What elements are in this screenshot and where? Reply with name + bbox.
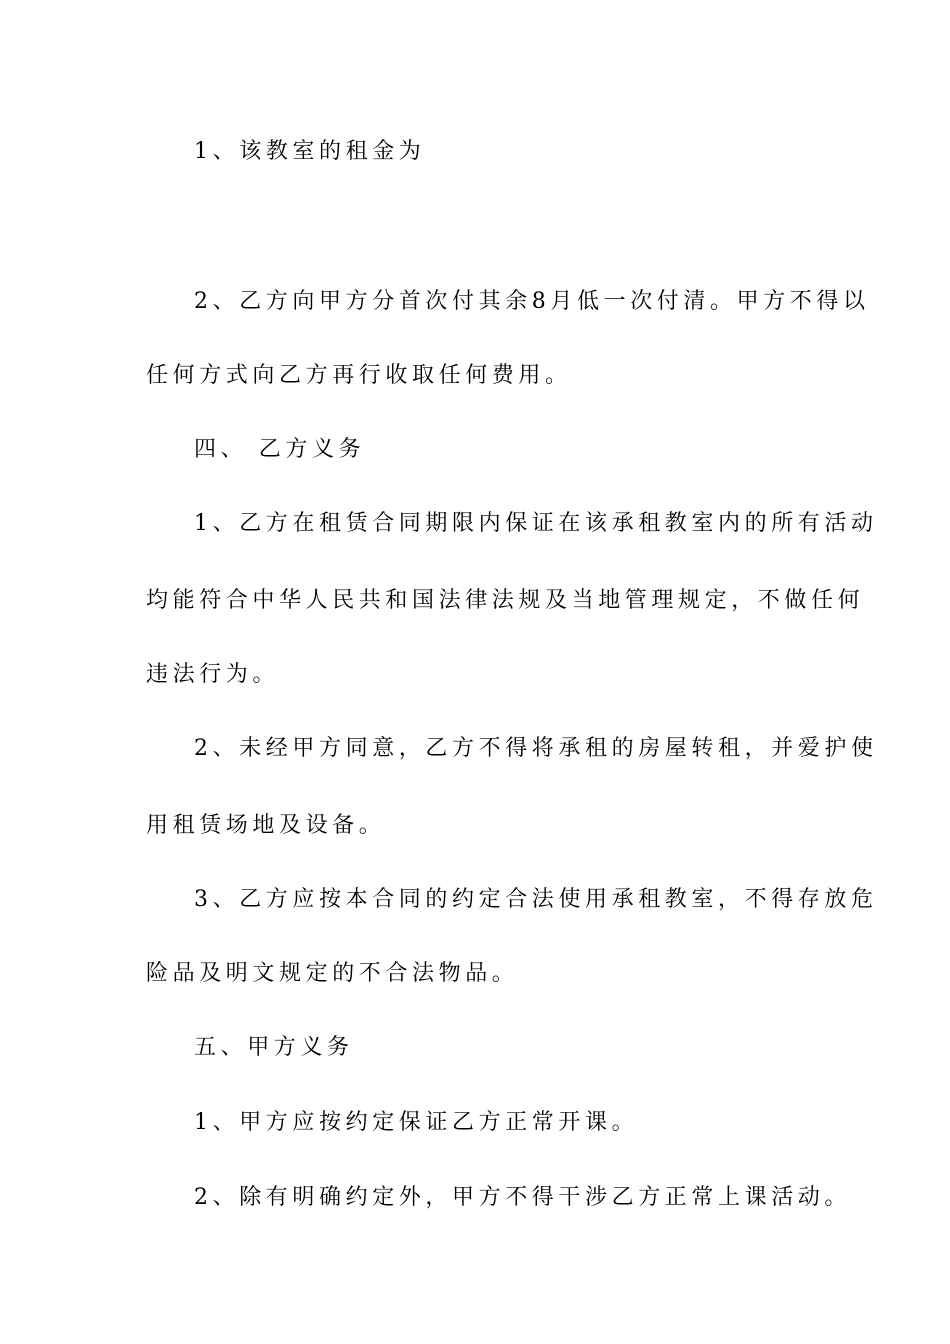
party-b-clause-3-line-1: 3、乙方应按本合同的约定合法使用承租教室，不得存放危 xyxy=(194,887,878,912)
payment-clause-2-line-1: 2、乙方向甲方分首次付其余8月低一次付清。甲方不得以 xyxy=(194,289,870,314)
party-b-clause-1-line-3: 违法行为。 xyxy=(146,662,280,687)
party-b-clause-3-line-2: 险品及明文规定的不合法物品。 xyxy=(146,961,519,986)
party-a-clause-2: 2、除有明确约定外，甲方不得干涉乙方正常上课活动。 xyxy=(194,1185,851,1210)
party-b-clause-1-line-1: 1、乙方在租赁合同期限内保证在该承租教室内的所有活动 xyxy=(194,511,878,536)
section-heading-party-a-obligations: 五、甲方义务 xyxy=(194,1035,354,1060)
party-b-clause-1-line-2: 均能符合中华人民共和国法律法规及当地管理规定，不做任何 xyxy=(146,588,865,613)
rent-clause-1: 1、该教室的租金为 xyxy=(194,139,426,164)
party-b-clause-2-line-2: 用租赁场地及设备。 xyxy=(146,813,386,838)
section-heading-party-b-obligations: 四、 乙方义务 xyxy=(194,437,366,462)
party-a-clause-1: 1、甲方应按约定保证乙方正常开课。 xyxy=(194,1110,639,1135)
payment-clause-2-line-2: 任何方式向乙方再行收取任何费用。 xyxy=(146,363,572,388)
party-b-clause-2-line-1: 2、未经甲方同意，乙方不得将承租的房屋转租，并爱护使 xyxy=(194,736,878,761)
